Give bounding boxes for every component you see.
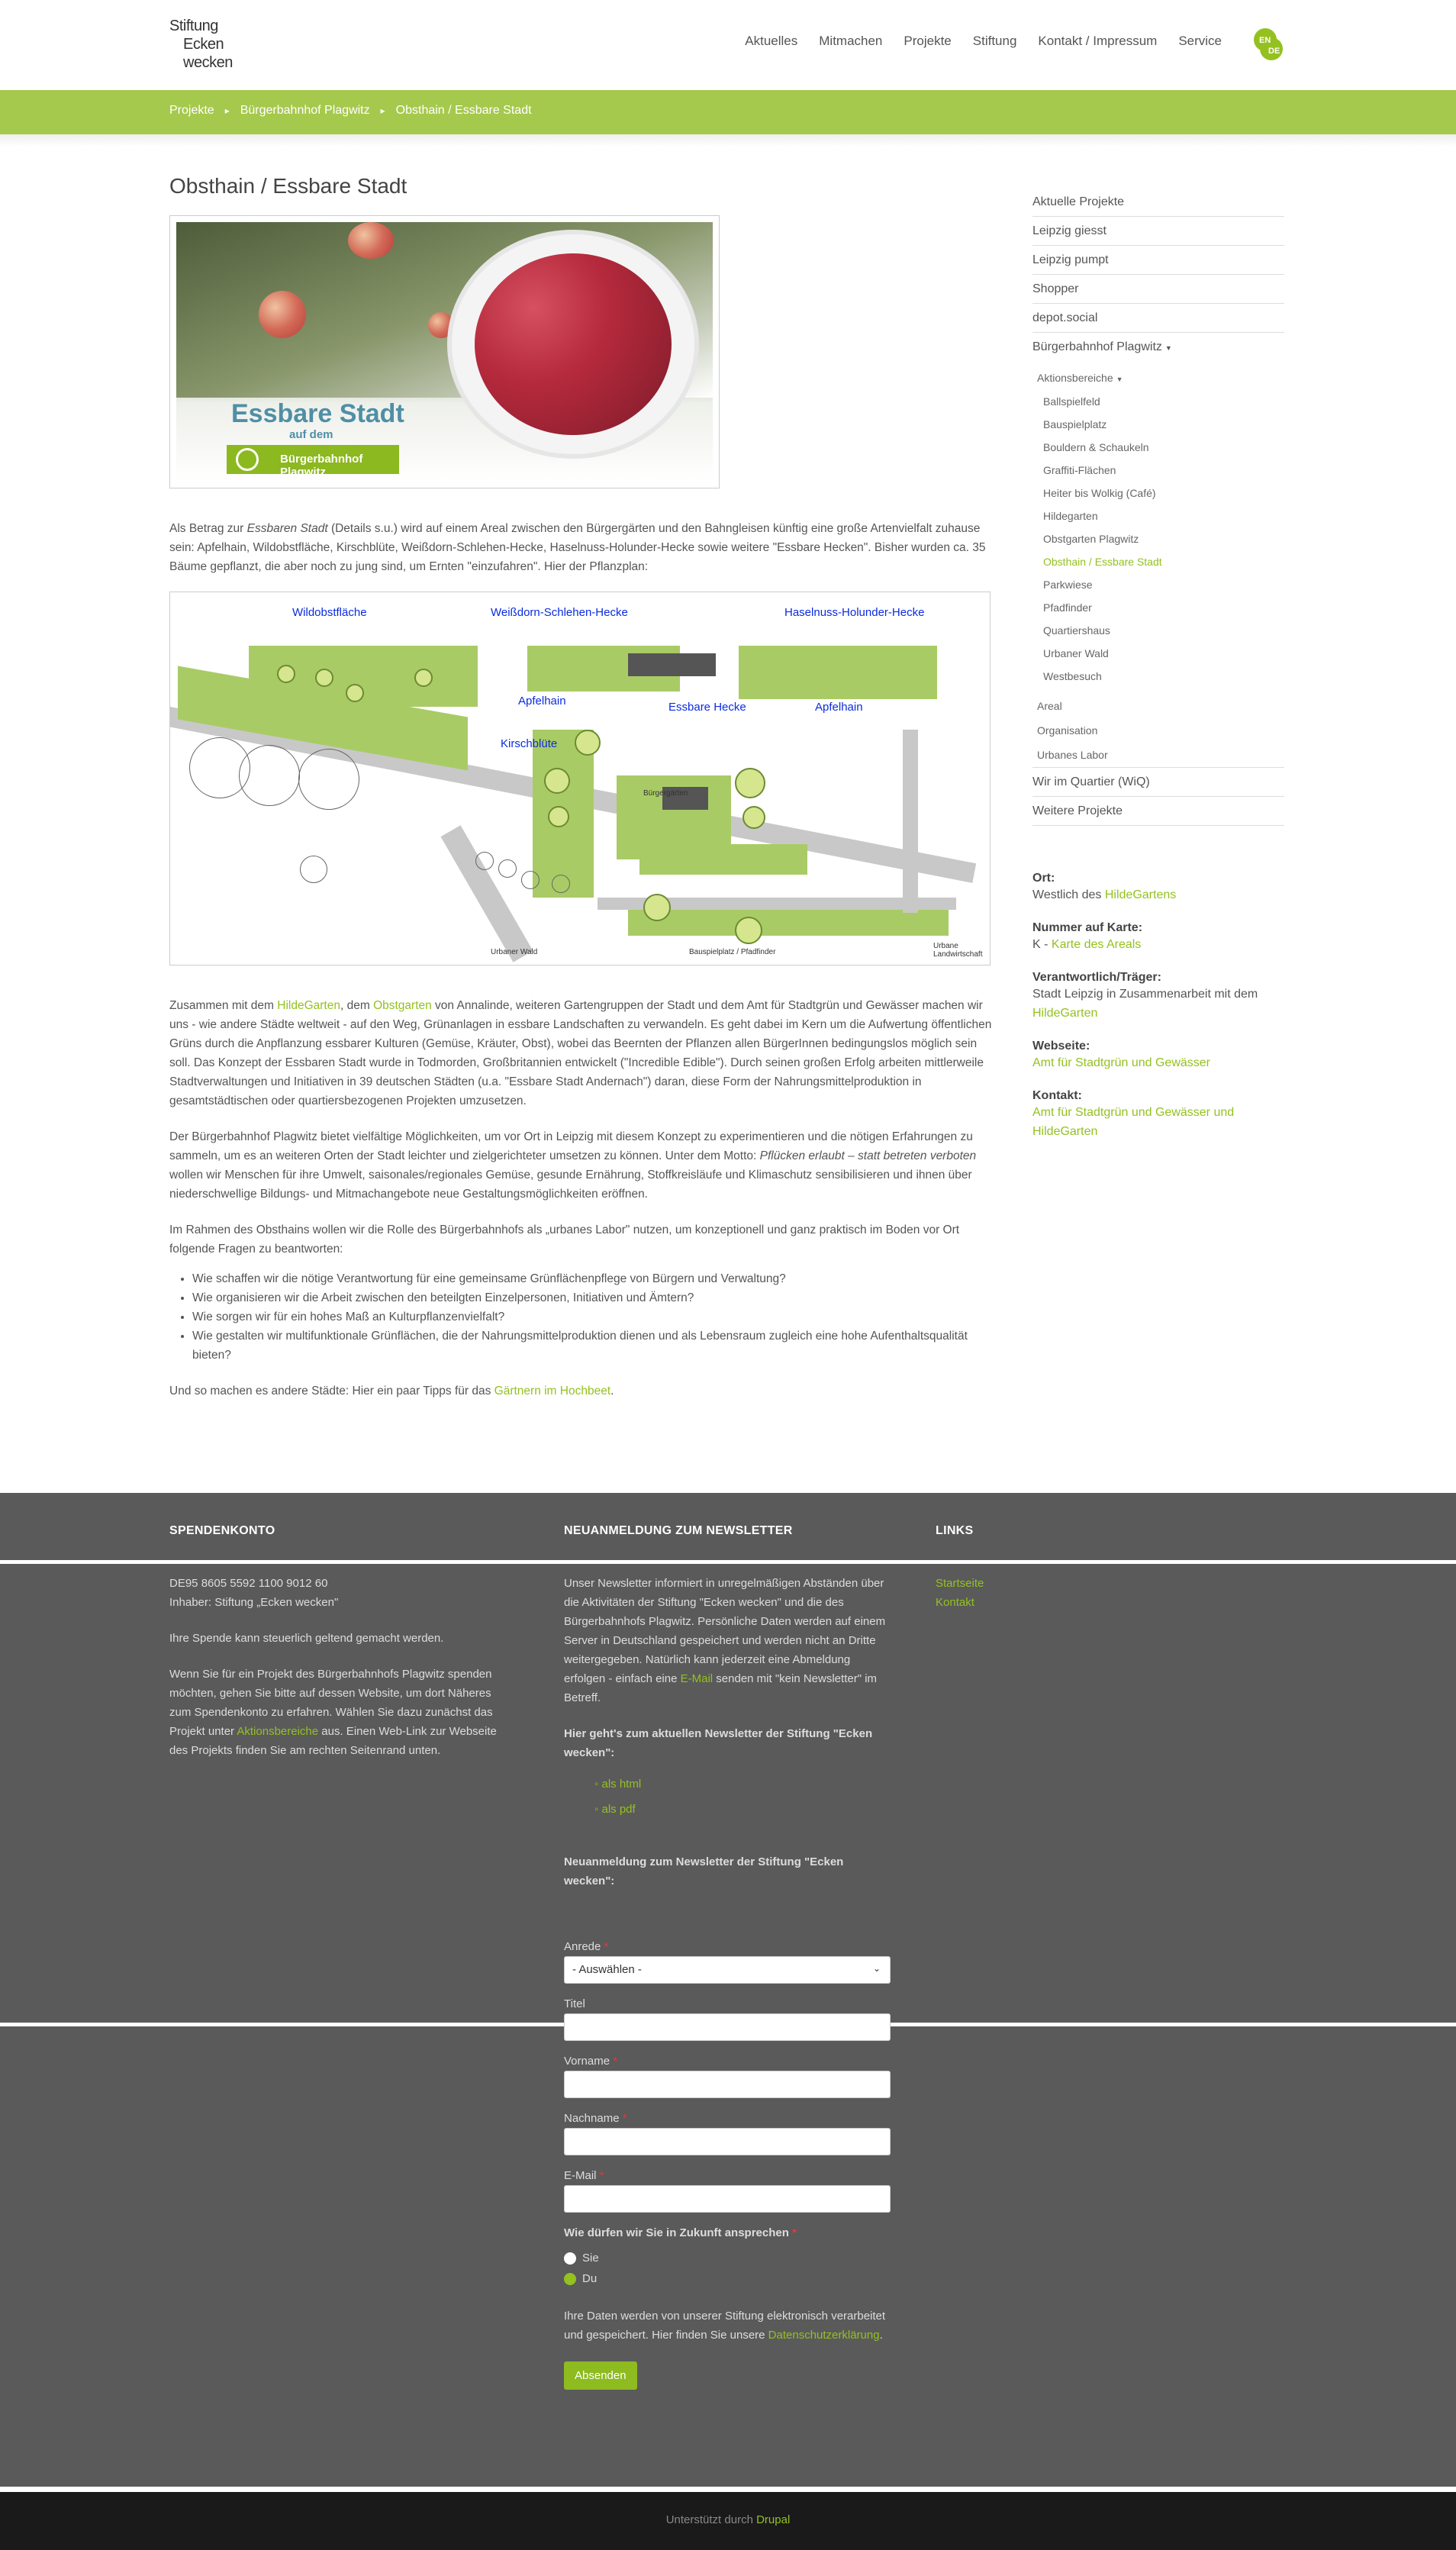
- link-hildegarten[interactable]: HildeGarten: [277, 999, 340, 1012]
- paragraph-essbare-stadt: Zusammen mit dem HildeGarten, dem Obstgarten von Annalinde, weiteren Gartengruppen der Stadt und dem Amt für Stadtgrün und Gewässer machen wir uns - wie andere Städte weltweit - auf den Weg, Grünanlagen in essbare Landschaften zu verwandeln. Es geht dabei im Kern um die Aufwertung öffentlichen Grüns durch die Anpflanzung essbarer Kulturen (Gemüse, Kräuter, Obst), wobei das Beernten der Pflanzen allen BürgerInnen bedingungslos möglich sein soll. Das Konzept der Essbaren Stadt wurde in Todmorden, Großbritannien entwickelt ("Incredible Edible"). Durch seinen großen Erfolg arbeiten mittlerweile Stadtverwaltungen und Initiativen in 39 deutschen Städten (u.a. "Essbare Stadt Andernach") daran, diese Form der Nahrungsmittelproduktion in gesamtstädtischen oder quartiersbezogenen Projekten umzusetzen.: [169, 999, 992, 1107]
- tree-symbol: [414, 669, 433, 687]
- iban: DE95 8605 5592 1100 9012 60: [169, 1577, 328, 1590]
- info-value-traeger: Stadt Leipzig in Zusammenarbeit mit dem HildeGarten: [1032, 988, 1258, 1020]
- info-label-ort: Ort:: [1032, 872, 1055, 885]
- ansprache-label: Wie dürfen wir Sie in Zukunft ansprechen *: [564, 2226, 797, 2239]
- list-item: • Wie organisieren wir die Arbeit zwischen den beteilgten Einzelpersonen, Initiativen und Ämtern?: [192, 1288, 997, 1307]
- sidebar-item-leipzig-pumpt[interactable]: Leipzig pumpt: [1032, 246, 1284, 275]
- language-icon: [1250, 26, 1287, 63]
- nav-projekte[interactable]: Projekte: [904, 34, 952, 48]
- info-value-karte: K - Karte des Areals: [1032, 938, 1142, 951]
- caret-down-icon: ▼: [1164, 344, 1172, 352]
- account-holder: Inhaber: Stiftung „Ecken wecken": [169, 1596, 339, 1609]
- tree-symbol: [742, 806, 765, 829]
- tree-symbol: [475, 852, 494, 870]
- sidebar-subitem[interactable]: Parkwiese: [1043, 579, 1093, 591]
- info-label-karte: Nummer auf Karte:: [1032, 921, 1143, 934]
- link-obstgarten[interactable]: Obstgarten: [373, 999, 432, 1012]
- vorname-label: Vorname *: [564, 2055, 618, 2068]
- sidebar-subitem[interactable]: Heiter bis Wolkig (Café): [1043, 487, 1156, 499]
- breadcrumb-current: Obsthain / Essbare Stadt: [395, 104, 532, 117]
- plan-label-haselnuss: Haselnuss-Holunder-Hecke: [784, 606, 925, 619]
- sidebar-subitem[interactable]: Westbesuch: [1043, 670, 1102, 682]
- donation-info: Wenn Sie für ein Projekt des Bürgerbahnhofs Plagwitz spenden möchten, gehen Sie bitte auf dessen Website, um dort Näheres zum Spendenkonto zu erfahren. Wählen Sie dazu zunächst das Projekt unter Aktionsbereiche aus. Einen Web-Link zur Webseite des Projekts finden Sie am rechten Seitenrand unten.: [169, 1668, 497, 1757]
- logo-line-2: Ecken: [183, 36, 224, 53]
- paragraph-hochbeet: Und so machen es andere Städte: Hier ein paar Tipps für das Gärtnern im Hochbeet.: [169, 1385, 614, 1398]
- powered-by-bar: Unterstützt durch Drupal: [0, 2492, 1456, 2550]
- radio-button-selected[interactable]: [564, 2273, 576, 2285]
- hero-title: Essbare Stadt: [231, 399, 404, 428]
- info-value-webseite: [1032, 1053, 1284, 1072]
- sidebar-subitem[interactable]: Hildegarten: [1043, 510, 1098, 522]
- chevron-down-icon: ⌄: [872, 1963, 881, 1974]
- tree-symbol: [277, 665, 295, 683]
- info-label-webseite: Webseite:: [1032, 1040, 1090, 1053]
- sidebar-item-wiq[interactable]: Wir im Quartier (WiQ): [1032, 768, 1284, 797]
- link-amt-webseite[interactable]: Amt für Stadtgrün und Gewässer: [1032, 1056, 1210, 1069]
- tree-symbol: [548, 806, 569, 827]
- site-logo[interactable]: [169, 17, 261, 72]
- bullet-icon: ◦: [594, 1803, 602, 1816]
- footer-links: [936, 1574, 1088, 1612]
- submit-button[interactable]: Absenden: [564, 2361, 637, 2390]
- hero-image-content: [176, 222, 713, 482]
- hero-badge-text: Bürgerbahnhof Plagwitz: [280, 453, 363, 479]
- sidebar-item-organisation[interactable]: Organisation: [1037, 724, 1098, 737]
- nav-kontakt[interactable]: Kontakt / Impressum: [1038, 34, 1158, 48]
- sidebar: [1032, 188, 1284, 1141]
- sidebar-item-depot-social[interactable]: depot.social: [1032, 304, 1284, 333]
- link-karte-des-areals[interactable]: Karte des Areals: [1051, 938, 1142, 951]
- breadcrumb-bar: [0, 90, 1456, 134]
- sidebar-subitem[interactable]: Graffiti-Flächen: [1043, 464, 1116, 476]
- apple-shape: [348, 222, 394, 259]
- link-newsletter-html[interactable]: als html: [601, 1778, 642, 1791]
- footer-heading-spendenkonto: SPENDENKONTO: [169, 1524, 275, 1537]
- link-aktionsbereiche[interactable]: Aktionsbereiche: [237, 1725, 319, 1738]
- tree-symbol: [521, 871, 540, 889]
- lang-de: DE: [1268, 47, 1280, 56]
- sidebar-subitem[interactable]: Obstgarten Plagwitz: [1043, 533, 1139, 545]
- radio-du[interactable]: Du: [564, 2272, 892, 2285]
- vorname-field[interactable]: [564, 2071, 891, 2098]
- questions-list: [192, 1269, 997, 1365]
- logo-line-1: Stiftung: [169, 18, 218, 34]
- plan-label-apfelhain-1: Apfelhain: [518, 695, 566, 708]
- list-item: • Wie schaffen wir die nötige Verantwortung für eine gemeinsame Grünflächenpflege von Bürgern und Verwaltung?: [192, 1269, 997, 1288]
- link-datenschutz[interactable]: Datenschutzerklärung: [768, 2329, 880, 2342]
- link-startseite[interactable]: Startseite: [936, 1577, 984, 1590]
- plan-label-buergergaerten: Bürgergärten: [643, 789, 688, 798]
- footer-divider: [0, 1560, 1456, 1564]
- logo-icon: [236, 448, 259, 471]
- newsletter-current-heading: Hier geht's zum aktuellen Newsletter der Stiftung "Ecken wecken":: [564, 1727, 873, 1759]
- paragraph-urbanes-labor: Im Rahmen des Obsthains wollen wir die Rolle des Bürgerbahnhofs als „urbanes Labor" nutzen, um konzeptionell und ganz praktisch im Boden vor Ort folgende Fragen zu beantworten:: [169, 1223, 960, 1256]
- link-hildegarten-traeger[interactable]: HildeGarten: [1032, 1007, 1098, 1020]
- apple-bowl: [447, 230, 699, 459]
- radio-button[interactable]: [564, 2252, 576, 2265]
- link-newsletter-pdf[interactable]: als pdf: [601, 1803, 636, 1816]
- newsletter-form: [564, 1940, 892, 2390]
- anrede-select[interactable]: - Auswählen - ⌄: [564, 1956, 891, 1984]
- list-item: • Wie sorgen wir für ein hohes Maß an Kulturpflanzenvielfalt?: [192, 1307, 997, 1327]
- main-nav: [723, 34, 1222, 49]
- sidebar-item-aktuelle-projekte[interactable]: Aktuelle Projekte: [1032, 188, 1284, 217]
- email-label: E-Mail *: [564, 2169, 604, 2182]
- plan-area: [739, 646, 937, 699]
- sidebar-item-leipzig-giesst[interactable]: Leipzig giesst: [1032, 217, 1284, 246]
- tree-symbol: [346, 684, 364, 702]
- list-item: • Wie gestalten wir multifunktionale Grünflächen, die der Nahrungsmittelproduktion dienen und als Lebensraum zugleich eine hohe Aufenthaltsqualität bieten?: [192, 1327, 997, 1365]
- sidebar-item-weitere-projekte[interactable]: Weitere Projekte: [1032, 797, 1284, 826]
- tree-symbol: [239, 745, 300, 806]
- page-title: Obsthain / Essbare Stadt: [169, 174, 407, 198]
- tree-symbol: [298, 749, 359, 810]
- language-switcher[interactable]: [1250, 26, 1287, 63]
- link-gaertnern-im-hochbeet[interactable]: Gärtnern im Hochbeet: [494, 1385, 611, 1398]
- info-value-kontakt: [1032, 1103, 1284, 1141]
- nav-mitmachen[interactable]: Mitmachen: [819, 34, 883, 48]
- info-label-traeger: Verantwortlich/Träger:: [1032, 971, 1161, 984]
- breadcrumb-buergerbahnhof[interactable]: Bürgerbahnhof Plagwitz: [240, 104, 370, 117]
- tree-symbol: [643, 894, 671, 921]
- newsletter-signup-heading: Neuanmeldung zum Newsletter der Stiftung "Ecken wecken":: [564, 1855, 844, 1888]
- titel-field[interactable]: [564, 2013, 891, 2041]
- planting-plan-image: [169, 592, 991, 966]
- hero-image: [169, 215, 720, 488]
- tree-symbol: [735, 917, 762, 944]
- tree-symbol: [575, 730, 601, 756]
- link-email[interactable]: E-Mail: [680, 1672, 714, 1685]
- breadcrumb-projekte[interactable]: Projekte: [169, 104, 214, 117]
- plan-label-bauspielplatz: Bauspielplatz / Pfadfinder: [689, 948, 776, 956]
- bullet-icon: ◦: [594, 1778, 602, 1791]
- footer-newsletter: [564, 1574, 892, 1907]
- info-label-kontakt: Kontakt:: [1032, 1089, 1082, 1102]
- footer-spendenkonto: [169, 1574, 505, 1777]
- sidebar-subitem[interactable]: Urbaner Wald: [1043, 647, 1109, 659]
- tree-symbol: [498, 859, 517, 878]
- sidebar-subitem[interactable]: Quartiershaus: [1043, 624, 1110, 637]
- titel-label: Titel: [564, 1997, 585, 2010]
- main-content: [169, 168, 997, 1401]
- nachname-label: Nachname *: [564, 2112, 627, 2125]
- nav-aktuelles[interactable]: Aktuelles: [745, 34, 798, 48]
- intro-paragraph: Als Betrag zur Essbaren Stadt (Details s.u.) wird auf einem Areal zwischen den Bürgergärten und den Bahngleisen künftig eine große Artenvielfalt zuhause sein: Apfelhain, Wildobstfläche, Kirschblüte, Weißdorn-Schlehen-Hecke, Haselnuss-Holunder-Hecke sowie weitere "Essbare Hecken". Bisher wurden ca. 35 Bäume gepflanzt, die aber noch zu jung sind, um Ernten "einzufahren". Hier der Pflanzplan:: [169, 522, 986, 573]
- lang-en: EN: [1259, 36, 1271, 45]
- tree-symbol: [315, 669, 333, 687]
- privacy-note: Ihre Daten werden von unserer Stiftung elektronisch verarbeitet und gespeichert. Hier finden Sie unsere Datenschutzerklärung.: [564, 2310, 886, 2342]
- sidebar-subitem[interactable]: Pfadfinder: [1043, 601, 1092, 614]
- plan-building: [628, 653, 716, 676]
- newsletter-links: [564, 1775, 892, 1819]
- plan-area: [639, 844, 807, 875]
- plan-label-wildobst: Wildobstfläche: [292, 606, 367, 619]
- sidebar-item-shopper[interactable]: Shopper: [1032, 275, 1284, 304]
- footer-heading-newsletter: NEUANMELDUNG ZUM NEWSLETTER: [564, 1524, 793, 1537]
- tree-symbol: [735, 768, 765, 798]
- footer-divider: [0, 2487, 1456, 2490]
- sidebar-item-urbanes-labor[interactable]: Urbanes Labor: [1032, 743, 1284, 768]
- nav-service[interactable]: Service: [1178, 34, 1222, 48]
- email-field[interactable]: [564, 2185, 891, 2213]
- plan-label-urbane-landwirtschaft: Urbane Landwirtschaft: [933, 942, 983, 959]
- plan-label-weissdorn: Weißdorn-Schlehen-Hecke: [491, 606, 628, 619]
- plan-label-kirschbluete: Kirschblüte: [501, 737, 558, 750]
- sidebar-subitem[interactable]: Bouldern & Schaukeln: [1043, 441, 1149, 453]
- chevron-right-icon: ▸: [380, 105, 385, 116]
- plan-road: [903, 730, 918, 913]
- tree-symbol: [300, 856, 327, 883]
- plan-label-essbare-hecke: Essbare Hecke: [668, 701, 746, 714]
- caret-down-icon: ▼: [1116, 376, 1123, 383]
- link-kontakt-footer[interactable]: Kontakt: [936, 1596, 974, 1609]
- sidebar-subitem[interactable]: Bauspielplatz: [1043, 418, 1107, 430]
- radio-sie[interactable]: Sie: [564, 2252, 892, 2265]
- plan-road: [441, 825, 533, 962]
- apple-shape: [259, 291, 306, 338]
- hero-badge: [227, 445, 399, 479]
- sidebar-item-buergerbahnhof[interactable]: Bürgerbahnhof Plagwitz ▼: [1032, 340, 1172, 353]
- plan-label-urbaner-wald: Urbaner Wald: [491, 948, 538, 956]
- nav-stiftung[interactable]: Stiftung: [972, 34, 1017, 48]
- project-info: [1032, 872, 1284, 1141]
- chevron-right-icon: ▸: [224, 105, 230, 116]
- plan-label-apfelhain-2: Apfelhain: [815, 701, 863, 714]
- site-header: [0, 0, 1456, 90]
- logo-line-3: wecken: [183, 54, 233, 71]
- nachname-field[interactable]: [564, 2128, 891, 2155]
- info-value-ort: Westlich des HildeGartens: [1032, 888, 1177, 901]
- tree-symbol: [544, 768, 570, 794]
- link-drupal[interactable]: Drupal: [756, 2513, 791, 2526]
- sidebar-subitem-active[interactable]: Obsthain / Essbare Stadt: [1043, 556, 1162, 568]
- link-kontakt[interactable]: Amt für Stadtgrün und Gewässer und HildeGarten: [1032, 1106, 1235, 1138]
- tax-note: Ihre Spende kann steuerlich geltend gemacht werden.: [169, 1632, 444, 1645]
- apples-in-bowl: [475, 253, 672, 435]
- footer-heading-links: LINKS: [936, 1524, 974, 1537]
- hero-subtitle: auf dem: [289, 428, 333, 441]
- header-shadow: [0, 134, 1456, 147]
- sidebar-subitem[interactable]: Ballspielfeld: [1043, 395, 1100, 408]
- breadcrumb: [169, 104, 532, 118]
- anrede-label: Anrede *: [564, 1940, 609, 1953]
- tree-symbol: [552, 875, 570, 893]
- paragraph-buergerbahnhof: Der Bürgerbahnhof Plagwitz bietet vielfältige Möglichkeiten, um vor Ort in Leipzig mit diesem Konzept zu experimentieren und die nötigen Erfahrungen zu sammeln, um es an weiteren Orten der Stadt leichter und zielgerichteter umsetzen zu können. Unter dem Motto: Pflücken erlaubt – statt betreten verboten wollen wir Menschen für ihre Umwelt, saisonales/regionales Gemüse, gesunde Ernährung, Stoffkreisläufe und Klimaschutz sensibilisieren und ihnen über niederschwellige Bildungs- und Mitmachangebote neue Gestaltungsmöglichkeiten eröffnen.: [169, 1130, 977, 1201]
- newsletter-info: Unser Newsletter informiert in unregelmäßigen Abständen über die Aktivitäten der Stiftung "Ecken wecken" und die des Bürgerbahnhofs Plagwitz. Persönliche Daten werden auf einem Server in Deutschland gespeichert und werden nicht an Dritte weitergegeben. Natürlich kann jederzeit eine Abmeldung erfolgen - einfach eine E-Mail senden mit "kein Newsletter" im Betreff.: [564, 1577, 886, 1704]
- link-hildegartens[interactable]: HildeGartens: [1104, 888, 1177, 901]
- sidebar-subheading-aktionsbereiche[interactable]: Aktionsbereiche ▼: [1037, 372, 1123, 384]
- sidebar-item-areal[interactable]: Areal: [1037, 700, 1062, 712]
